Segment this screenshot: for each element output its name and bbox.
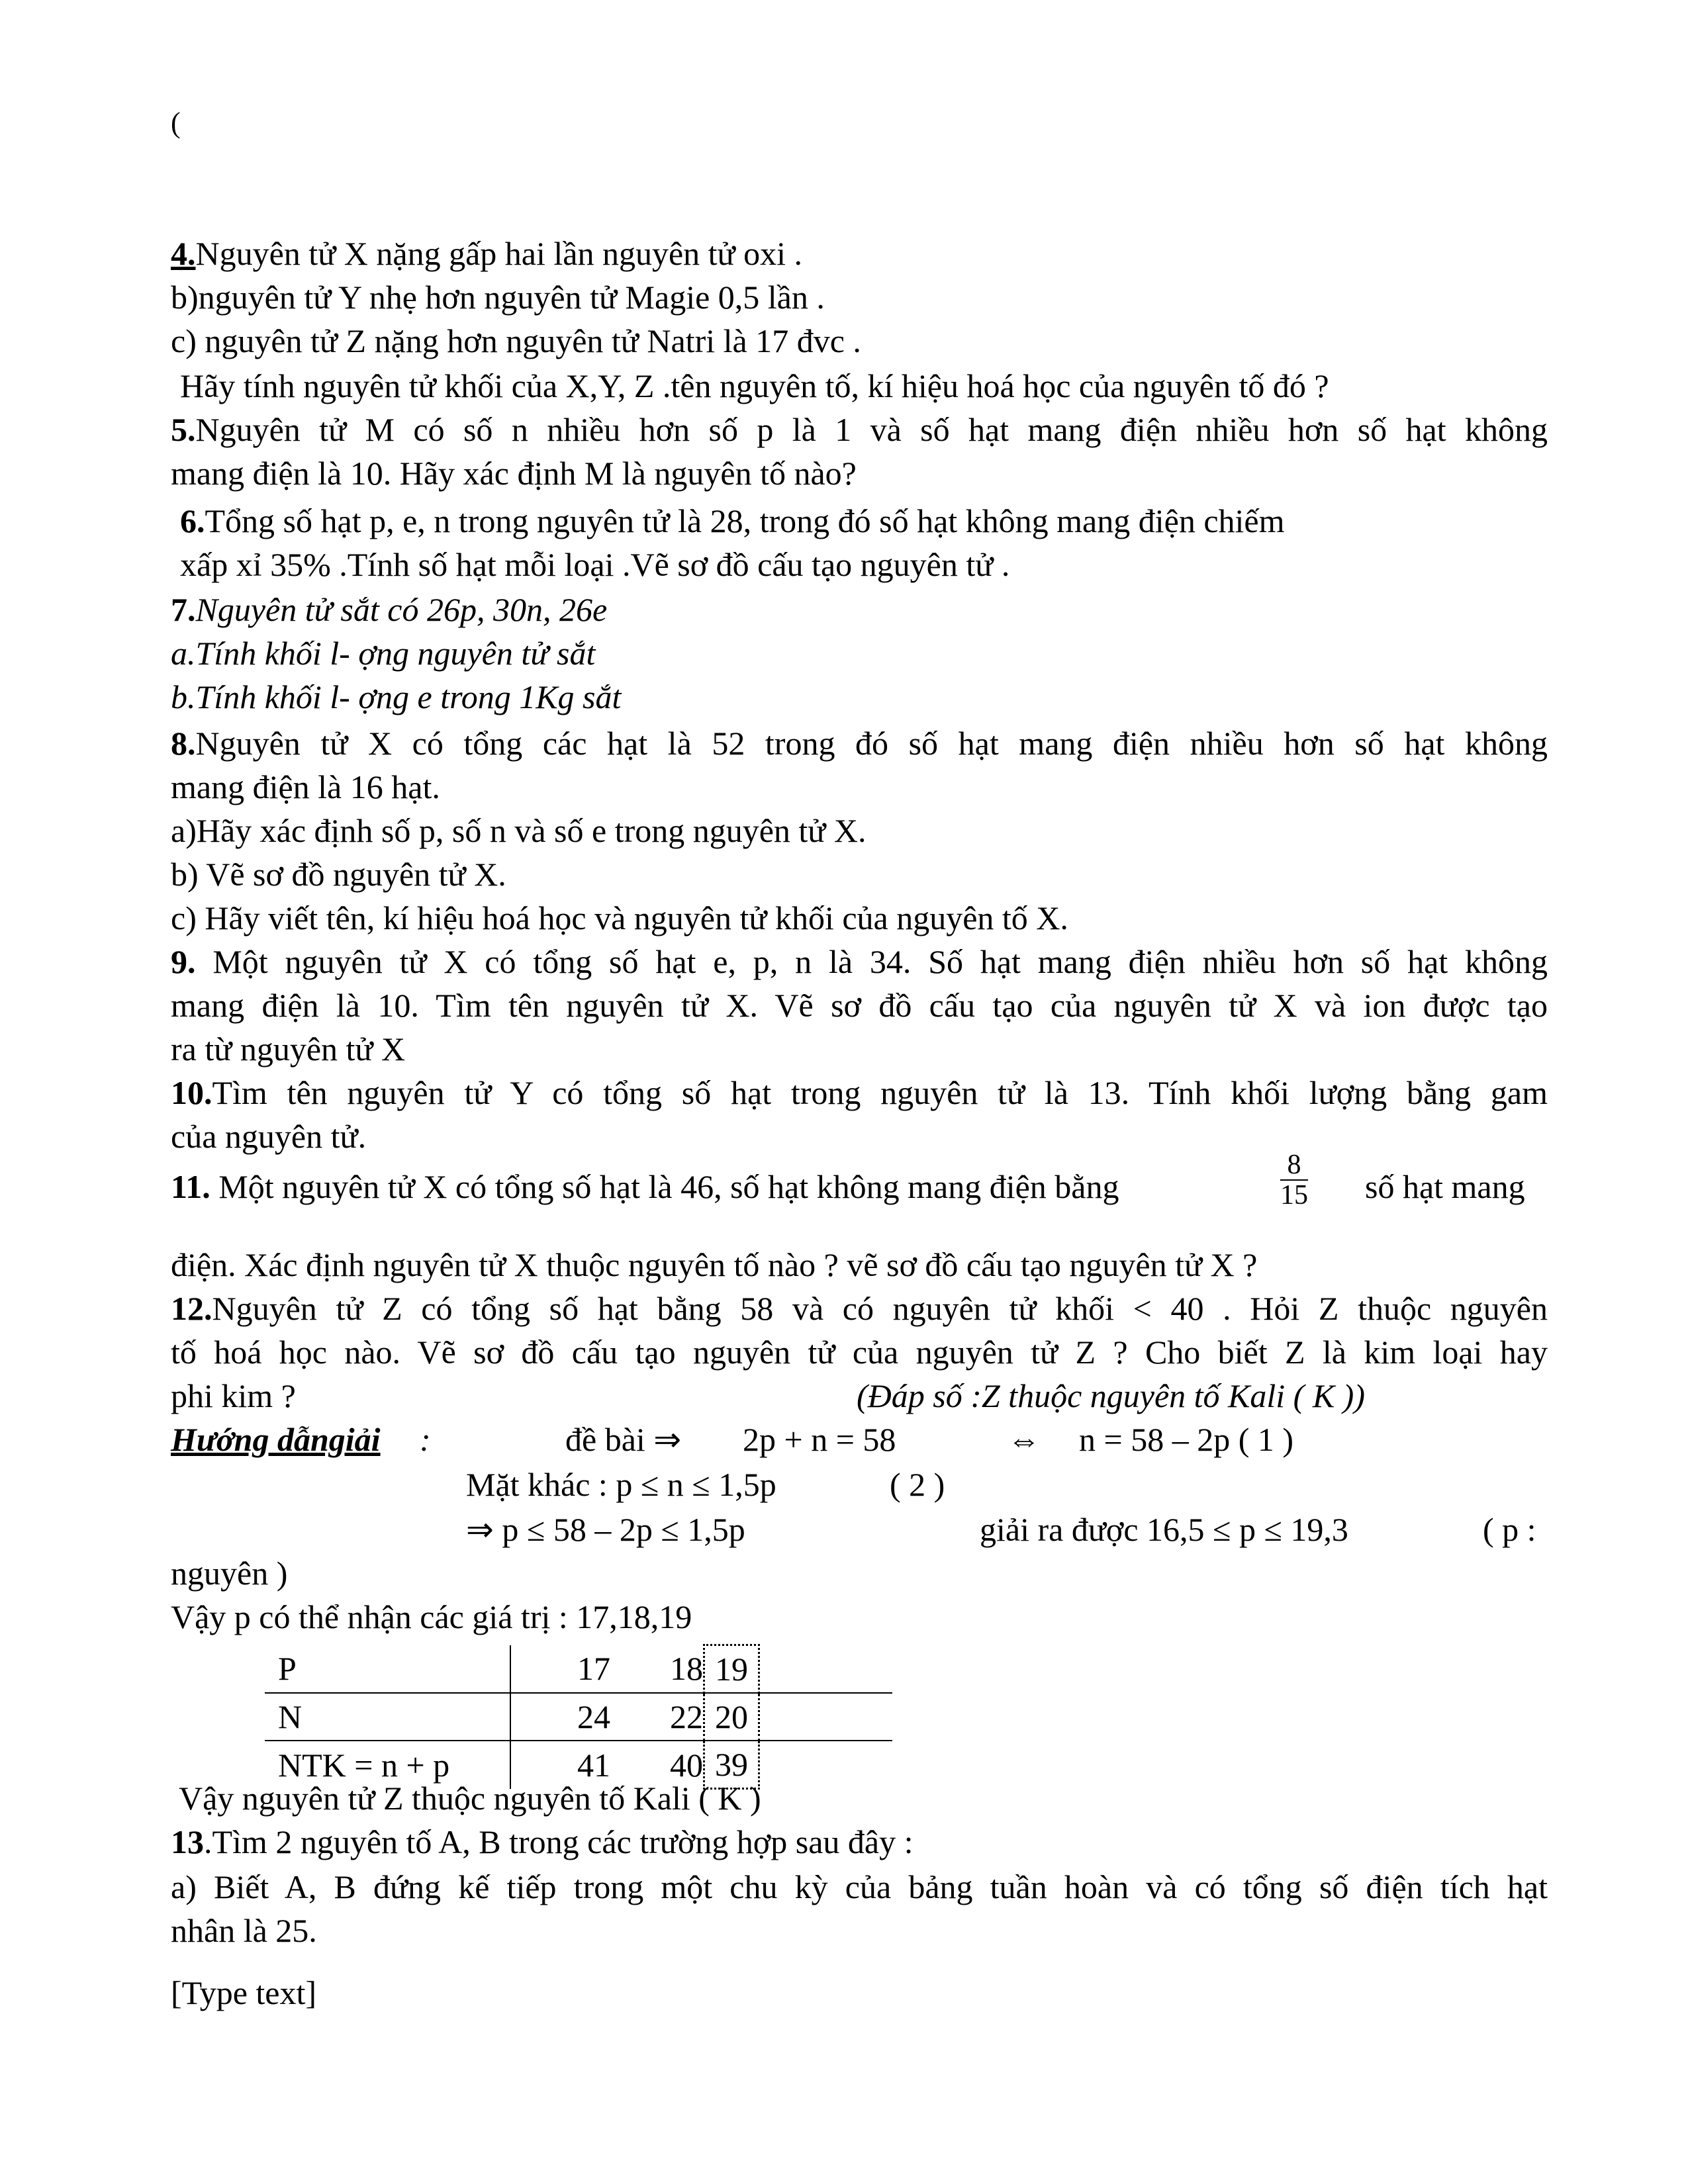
table-row: N 24 22 20 bbox=[265, 1693, 892, 1741]
problem-10-line-2: của nguyên tử. bbox=[171, 1118, 367, 1155]
problem-9-line-1: 9. Một nguyên tử X có tổng số hạt e, p, n là 34. Số hạt mang điện nhiều hơn số hạt không bbox=[171, 943, 1548, 980]
problem-8-line-1: 8.Nguyên tử X có tổng các hạt là 52 trong đó số hạt mang điện nhiều hơn số hạt không bbox=[171, 725, 1548, 762]
problem-8-line-2: mang điện là 16 hạt. bbox=[171, 768, 440, 805]
conclusion: Vậy nguyên tử Z thuộc nguyên tố Kali ( K ) bbox=[179, 1780, 761, 1817]
footer-placeholder: [Type text] bbox=[171, 1974, 317, 2011]
problem-12-line-1: 12.Nguyên tử Z có tổng số hạt bằng 58 và có nguyên tử khối < 40 . Hỏi Z thuộc nguyên bbox=[171, 1290, 1548, 1327]
problem-number: 10. bbox=[171, 1074, 212, 1111]
problem-13-line-a2: nhân là 25. bbox=[171, 1912, 317, 1949]
fraction-8-15: $\frac{8}{15}$ bbox=[1280, 1150, 1308, 1210]
problem-number: 13 bbox=[171, 1823, 204, 1860]
problem-7-line-a: a.Tính khối l- ợng nguyên tử sắt bbox=[171, 635, 596, 672]
problem-4-line-1: 4.Nguyên tử X nặng gấp hai lần nguyên tử oxi . bbox=[171, 235, 803, 272]
problem-number: 8. bbox=[171, 725, 196, 762]
highlighted-cell: 19 bbox=[704, 1645, 759, 1694]
problem-number: 4. bbox=[171, 235, 196, 272]
problem-5-line-2: mang điện là 10. Hãy xác định M là nguyên tố nào? bbox=[171, 455, 857, 492]
problem-8-line-a: a)Hãy xác định số p, số n và số e trong nguyên tử X. bbox=[171, 812, 867, 849]
values-table bbox=[265, 1644, 892, 1790]
problem-11-line-2: điện. Xác định nguyên tử X thuộc nguyên tố nào ? vẽ sơ đồ cấu tạo nguyên tử X ? bbox=[171, 1246, 1258, 1283]
problem-11-line-1: 11. Một nguyên tử X có tổng số hạt là 46, số hạt không mang điện bằng $\frac{8}{15}$ số hạt mang bbox=[171, 1150, 1525, 1210]
problem-7-line-b: b.Tính khối l- ợng e trong 1Kg sắt bbox=[171, 678, 622, 715]
highlighted-cell: 39 bbox=[704, 1741, 759, 1789]
problem-number: 11. bbox=[171, 1168, 211, 1205]
answer-note: (Đáp số :Z thuộc nguyên tố Kali ( K )) bbox=[857, 1377, 1365, 1414]
header-mark: ( bbox=[171, 107, 181, 139]
guide-label: Hướng dẫngiải bbox=[171, 1421, 381, 1458]
problem-13-line-1: 13.Tìm 2 nguyên tố A, B trong các trường hợp sau đây : bbox=[171, 1823, 914, 1860]
problem-number: 7. bbox=[171, 591, 196, 628]
highlighted-cell: 20 bbox=[704, 1693, 759, 1741]
problem-6-line-1: 6.Tổng số hạt p, e, n trong nguyên tử là 28, trong đó số hạt không mang điện chiếm bbox=[180, 502, 1285, 539]
problem-4-question: Hãy tính nguyên tử khối của X,Y, Z .tên nguyên tố, kí hiệu hoá học của nguyên tố đó ? bbox=[180, 367, 1329, 404]
problem-number: 5. bbox=[171, 411, 196, 448]
problem-number: 6. bbox=[180, 502, 205, 539]
guide-line-5: Vậy p có thể nhận các giá trị : 17,18,19 bbox=[171, 1598, 692, 1635]
problem-4-line-b: b)nguyên tử Y nhẹ hơn nguyên tử Magie 0,5 lần . bbox=[171, 279, 825, 316]
problem-13-line-a1: a) Biết A, B đứng kế tiếp trong một chu kỳ của bảng tuần hoàn và có tổng số điện tích hạt bbox=[171, 1868, 1548, 1905]
guide-line-4: nguyên ) bbox=[171, 1555, 288, 1592]
problem-number: 9. bbox=[171, 943, 196, 980]
problem-number: 12. bbox=[171, 1290, 212, 1327]
problem-9-line-2: mang điện là 10. Tìm tên nguyên tử X. Vẽ sơ đồ cấu tạo của nguyên tử X và ion được tạo bbox=[171, 987, 1548, 1024]
problem-6-line-2: xấp xỉ 35% .Tính số hạt mỗi loại .Vẽ sơ đồ cấu tạo nguyên tử . bbox=[180, 546, 1010, 583]
problem-7-line-1: 7.Nguyên tử sắt có 26p, 30n, 26e bbox=[171, 591, 608, 628]
table-row: NTK = n + p 41 40 39 bbox=[265, 1741, 892, 1789]
problem-4-line-c: c) nguyên tử Z nặng hơn nguyên tử Natri là 17 đvc . bbox=[171, 322, 861, 359]
document-page: ( 4.Nguyên tử X nặng gấp hai lần nguyên tử oxi . b)nguyên tử Y nhẹ hơn nguyên tử Magie 0,5 lần . c) nguyên tử Z nặng hơn nguyên tử Natri là 17 đvc . Hãy tính nguyên tử khối của X,Y, Z .tên nguyên tố, kí hiệu hoá học của nguyên tố đó ? 5.Nguyên tử M có số n nhiều hơn số p là 1 và số hạt mang điện nhiều hơn số hạt không mang điện là 10. Hãy xác định M là nguyên tố nào? 6.Tổng số hạt p, e, n trong nguyên tử là 28, trong đó số hạt không mang điện chiếm xấp xỉ 35% .Tính số hạt mỗi loại .Vẽ sơ đồ cấu tạo nguyên tử . 7.Nguyên tử sắt có 26p, 30n, 26e a.Tính khối l- ợng nguyên tử sắt b.Tính khối l- ợng e trong 1Kg sắt 8.Nguyên tử X có tổng các hạt là 52 trong đó số hạt mang điện nhiều hơn số hạt không mang điện là 16 hạt. a)Hãy xác định số p, số n và số e trong nguyên tử X. b) Vẽ sơ đồ nguyên tử X. c) Hãy viết tên, kí hiệu hoá học và nguyên tử khối của nguyên tố X. 9. Một nguyên tử X có tổng số hạt e, p, n là 34. Số hạt mang điện nhiều hơn số hạt không mang điện là 10. Tìm tên nguyên tử X. Vẽ sơ đồ cấu tạo của nguyên tử X và ion được tạo ra từ nguyên tử X 10.Tìm tên nguyên tử Y có tổng số hạt trong nguyên tử là 13. Tính khối lượng bằng gam của nguyên tử. 11. Một nguyên tử X có tổng số hạt là 46, số hạt không mang điện bằng $\frac{8}{15}$ số hạt mang điện. Xác định nguyên tử X thuộc nguyên tố nào ? vẽ sơ đồ cấu tạo nguyên tử X ? 12.Nguyên tử Z có tổng số hạt bằng 58 và có nguyên tử khối < 40 . Hỏi Z thuộc nguyên tố hoá học nào. Vẽ sơ đồ cấu tạo nguyên tử của nguyên tử Z ? Cho biết Z là kim loại hay phi kim ? (Đáp số :Z thuộc nguyên tố Kali ( K )) Hướng dẫngiải : đề bài ⇒ 2p + n = 58 ⇔ n = 58 – 2p ( 1 ) Mặt khác : p ≤ n ≤ 1,5p ( 2 ) ⇒ p ≤ 58 – 2p ≤ 1,5p giải ra được 16,5 ≤ p ≤ 19,3 ( p : nguyên ) Vậy p có thể nhận các giá trị : 17,18,19 P 17 18 19 N 24 22 20 NTK = n + p 41 40 39 Vậy nguyên tử Z thuộc nguyên tố Kali ( K ) 13.Tìm 2 nguyên tố A, B trong các trường hợp sau đây : a) Biết A, B đứng kế tiếp trong một chu kỳ của bảng tuần hoàn và có tổng số điện tích hạt nhân là 25. [Type text] bbox=[0, 0, 1688, 2184]
problem-8-line-c: c) Hãy viết tên, kí hiệu hoá học và nguyên tử khối của nguyên tố X. bbox=[171, 899, 1068, 936]
problem-5-line-1: 5.Nguyên tử M có số n nhiều hơn số p là 1 và số hạt mang điện nhiều hơn số hạt không bbox=[171, 411, 1548, 448]
problem-12-line-2: tố hoá học nào. Vẽ sơ đồ cấu tạo nguyên tử của nguyên tử Z ? Cho biết Z là kim loại hay bbox=[171, 1334, 1548, 1371]
table-row: P 17 18 19 bbox=[265, 1645, 892, 1694]
problem-8-line-b: b) Vẽ sơ đồ nguyên tử X. bbox=[171, 856, 506, 893]
problem-9-line-3: ra từ nguyên tử X bbox=[171, 1030, 406, 1068]
problem-10-line-1: 10.Tìm tên nguyên tử Y có tổng số hạt trong nguyên tử là 13. Tính khối lượng bằng gam bbox=[171, 1074, 1548, 1111]
